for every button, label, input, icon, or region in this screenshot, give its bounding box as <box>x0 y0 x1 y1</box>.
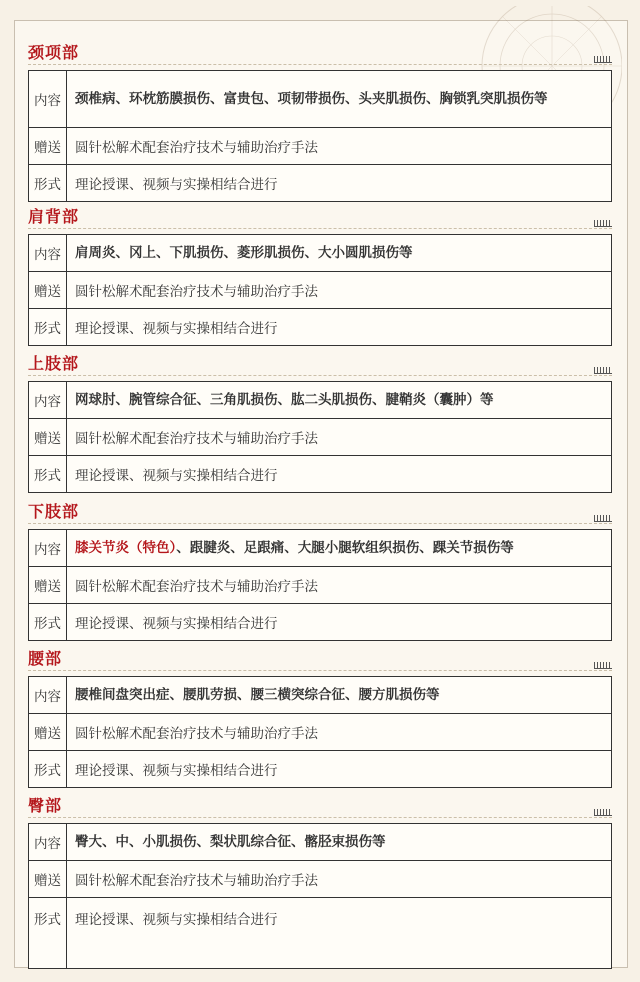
form-value: 理论授课、视频与实操相结合进行 <box>67 751 612 788</box>
gift-value: 圆针松解术配套治疗技术与辅助治疗手法 <box>67 128 612 165</box>
form-label: 形式 <box>29 604 67 641</box>
form-label: 形式 <box>29 456 67 493</box>
section-title: 肩背部 <box>28 207 80 226</box>
section-lower-limb <box>28 499 612 632</box>
form-label: 形式 <box>29 898 67 969</box>
gift-label: 赠送 <box>29 567 67 604</box>
gift-value: 圆针松解术配套治疗技术与辅助治疗手法 <box>67 567 612 604</box>
gift-value: 圆针松解术配套治疗技术与辅助治疗手法 <box>67 419 612 456</box>
gift-value: 圆针松解术配套治疗技术与辅助治疗手法 <box>67 861 612 898</box>
section-divider <box>28 670 612 671</box>
content-label: 内容 <box>29 530 67 567</box>
info-table <box>28 70 612 202</box>
content-label: 内容 <box>29 235 67 272</box>
form-label: 形式 <box>29 309 67 346</box>
content-value <box>67 382 612 419</box>
section-divider <box>28 375 612 376</box>
dotted-grid-mark-icon <box>594 367 612 374</box>
info-table <box>28 234 612 346</box>
section-divider <box>28 228 612 229</box>
form-value: 理论授课、视频与实操相结合进行 <box>67 898 612 969</box>
dotted-grid-mark-icon <box>594 220 612 227</box>
info-table <box>28 381 612 493</box>
section-upper-limb <box>28 351 612 484</box>
section-title: 臀部 <box>28 796 63 815</box>
content-label: 内容 <box>29 677 67 714</box>
section-neck <box>28 40 612 193</box>
section-title: 腰部 <box>28 649 63 668</box>
section-divider <box>28 523 612 524</box>
content-text: 臀大、中、小肌损伤、梨状肌综合征、髂胫束损伤等 <box>75 833 386 850</box>
section-hip <box>28 793 612 928</box>
dotted-grid-mark-icon <box>594 515 612 522</box>
content-highlight: 膝关节炎（特色） <box>75 539 177 556</box>
gift-label: 赠送 <box>29 272 67 309</box>
section-title: 上肢部 <box>28 354 80 373</box>
dotted-grid-mark-icon <box>594 809 612 816</box>
section-divider <box>28 64 612 65</box>
content-value <box>67 71 612 128</box>
content-text: 肩周炎、冈上、下肌损伤、菱形肌损伤、大小圆肌损伤等 <box>75 244 413 261</box>
info-table <box>28 676 612 788</box>
gift-label: 赠送 <box>29 419 67 456</box>
gift-label: 赠送 <box>29 861 67 898</box>
gift-value: 圆针松解术配套治疗技术与辅助治疗手法 <box>67 714 612 751</box>
section-shoulder-back <box>28 204 612 337</box>
form-value: 理论授课、视频与实操相结合进行 <box>67 165 612 202</box>
section-waist <box>28 646 612 779</box>
content-value <box>67 530 612 567</box>
content-text: 颈椎病、环枕筋膜损伤、富贵包、项韧带损伤、头夹肌损伤、胸锁乳突肌损伤等 <box>75 90 548 107</box>
content-label: 内容 <box>29 71 67 128</box>
form-value: 理论授课、视频与实操相结合进行 <box>67 309 612 346</box>
content-value <box>67 677 612 714</box>
content-value <box>67 235 612 272</box>
dotted-grid-mark-icon <box>594 662 612 669</box>
info-table <box>28 529 612 641</box>
content-label: 内容 <box>29 824 67 861</box>
content-text: 腰椎间盘突出症、腰肌劳损、腰三横突综合征、腰方肌损伤等 <box>75 686 440 703</box>
form-label: 形式 <box>29 165 67 202</box>
section-title: 颈项部 <box>28 43 80 62</box>
gift-label: 赠送 <box>29 128 67 165</box>
content-text: 网球肘、腕管综合征、三角肌损伤、肱二头肌损伤、腱鞘炎（囊肿）等 <box>75 391 494 408</box>
content-text: 、跟腱炎、足跟痛、大腿小腿软组织损伤、踝关节损伤等 <box>176 539 514 556</box>
form-value: 理论授课、视频与实操相结合进行 <box>67 604 612 641</box>
section-divider <box>28 817 612 818</box>
content-label: 内容 <box>29 382 67 419</box>
dotted-grid-mark-icon <box>594 56 612 63</box>
form-value: 理论授课、视频与实操相结合进行 <box>67 456 612 493</box>
gift-label: 赠送 <box>29 714 67 751</box>
form-label: 形式 <box>29 751 67 788</box>
content-value <box>67 824 612 861</box>
info-table <box>28 823 612 969</box>
gift-value: 圆针松解术配套治疗技术与辅助治疗手法 <box>67 272 612 309</box>
section-title: 下肢部 <box>28 502 80 521</box>
